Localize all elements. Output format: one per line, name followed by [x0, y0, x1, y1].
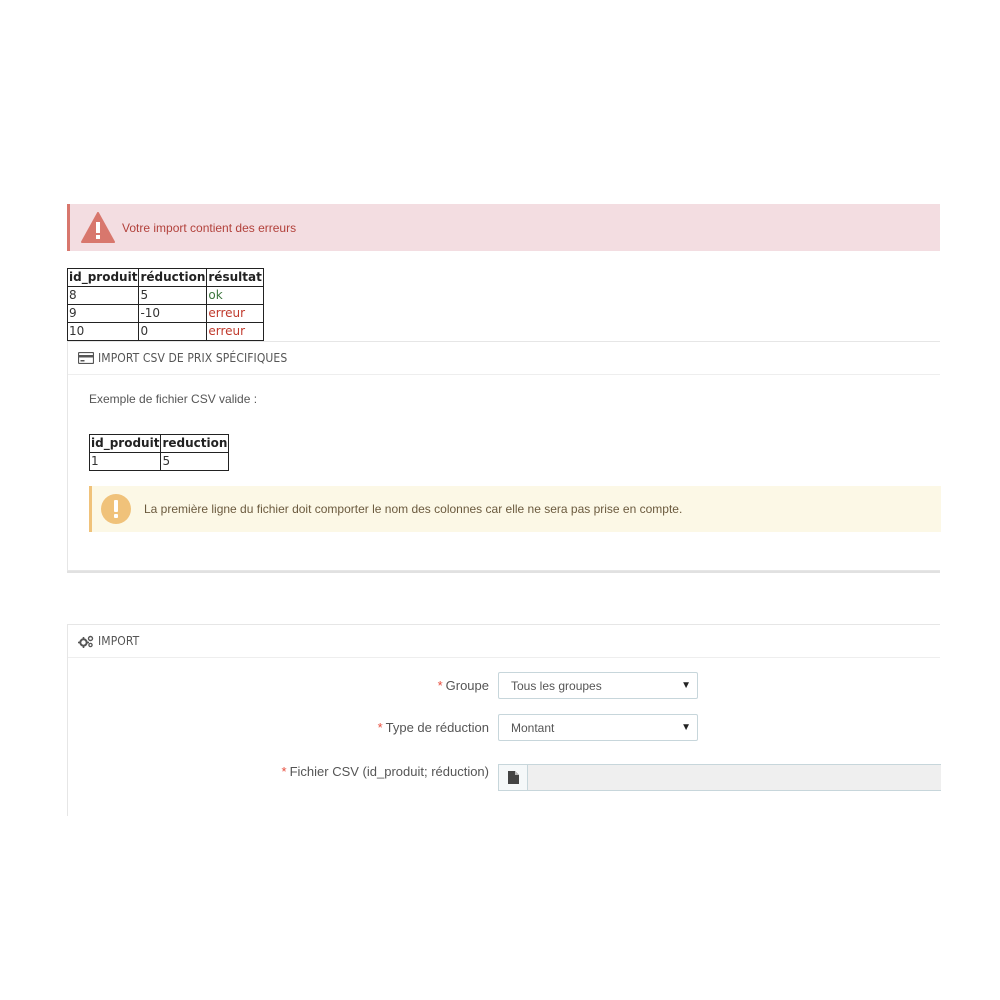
form-row-groupe	[68, 672, 941, 699]
cell-reduction: 0	[139, 323, 207, 341]
credit-card-icon	[78, 352, 94, 364]
example-header-reduction: reduction	[161, 435, 229, 453]
example-label: Exemple de fichier CSV valide :	[89, 392, 258, 406]
cell-id: 9	[68, 305, 139, 323]
exclamation-circle-icon	[100, 493, 132, 525]
cell-result: erreur	[207, 323, 263, 341]
table-row	[68, 323, 264, 341]
table-row	[90, 453, 229, 471]
cell-reduction: -10	[139, 305, 207, 323]
table-row	[68, 305, 264, 323]
cell-result: erreur	[207, 305, 263, 323]
results-table	[67, 268, 264, 341]
groupe-label-text: Groupe	[445, 678, 489, 693]
import-panel	[67, 624, 940, 816]
required-marker: *	[437, 678, 443, 693]
results-header-id: id_produit	[68, 269, 139, 287]
required-marker: *	[377, 720, 383, 735]
type-reduction-select[interactable]	[498, 714, 698, 741]
example-csv-table	[89, 434, 229, 471]
results-header-row	[68, 269, 264, 287]
gears-icon	[78, 635, 94, 648]
example-header-row	[90, 435, 229, 453]
groupe-select[interactable]	[498, 672, 698, 699]
results-header-result: résultat	[207, 269, 263, 287]
groupe-select-value: Tous les groupes	[511, 679, 602, 693]
csv-panel-title: IMPORT CSV DE PRIX SPÉCIFIQUES	[98, 351, 288, 365]
cell-id: 1	[90, 453, 161, 471]
csv-import-panel	[67, 341, 940, 571]
error-alert	[67, 204, 940, 251]
required-marker: *	[281, 764, 287, 779]
warning-alert	[89, 486, 941, 532]
type-reduction-label	[378, 720, 489, 735]
import-panel-heading	[68, 625, 940, 658]
type-reduction-label-text: Type de réduction	[385, 720, 489, 735]
csv-file-input[interactable]	[498, 764, 941, 791]
error-alert-message: Votre import contient des erreurs	[122, 220, 297, 235]
warning-alert-message: La première ligne du fichier doit comporter le nom des colonnes car elle ne sera pas prise en compte.	[144, 502, 683, 516]
table-row	[68, 287, 264, 305]
form-row-type-reduction	[68, 714, 941, 741]
cell-result: ok	[207, 287, 263, 305]
cell-reduction: 5	[161, 453, 229, 471]
fichier-label-text: Fichier CSV (id_produit; réduction)	[289, 764, 489, 779]
chevron-down-icon: ▼	[681, 722, 691, 733]
cell-reduction: 5	[139, 287, 207, 305]
fichier-label	[282, 764, 489, 779]
warning-triangle-icon	[78, 212, 118, 244]
example-header-id: id_produit	[90, 435, 161, 453]
cell-id: 8	[68, 287, 139, 305]
type-reduction-select-value: Montant	[511, 721, 555, 735]
csv-panel-heading	[68, 342, 940, 375]
cell-id: 10	[68, 323, 139, 341]
form-row-fichier	[68, 764, 941, 791]
groupe-label	[438, 678, 489, 693]
import-panel-title: IMPORT	[98, 634, 140, 648]
results-header-reduction: réduction	[139, 269, 207, 287]
chevron-down-icon: ▼	[681, 680, 691, 691]
file-icon[interactable]	[499, 765, 528, 790]
